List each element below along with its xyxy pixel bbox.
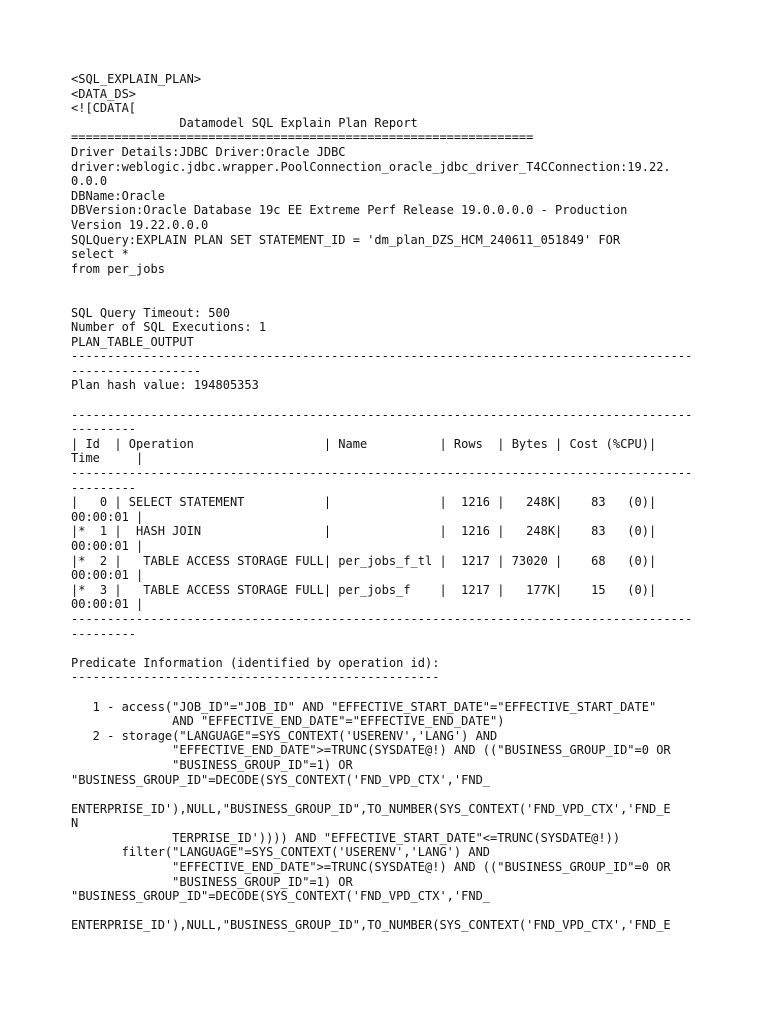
report-line (71, 904, 711, 919)
report-line: -------------------------------------------------------------------------------------- (71, 466, 693, 481)
report-line: Driver Details:JDBC Driver:Oracle JDBC (71, 144, 346, 159)
report-line (71, 787, 711, 802)
explain-plan-report (71, 72, 711, 933)
report-line (71, 685, 711, 700)
report-line: Number of SQL Executions: 1 (71, 320, 267, 335)
report-line: -------------------------------------------------------------------------------------- (71, 349, 693, 364)
report-line: 00:00:01 | (71, 597, 144, 612)
report-line: 1 - access("JOB_ID"="JOB_ID" AND "EFFECTIVE_START_DATE"="EFFECTIVE_START_DATE" (71, 699, 657, 714)
report-line: Datamodel SQL Explain Plan Report (71, 115, 418, 130)
report-line: ------------------ (71, 363, 202, 378)
report-line: "EFFECTIVE_END_DATE">=TRUNC(SYSDATE@!) AND (("BUSINESS_GROUP_ID"=0 OR (71, 743, 671, 758)
report-line (71, 393, 711, 408)
report-line: ENTERPRISE_ID'),NULL,"BUSINESS_GROUP_ID",TO_NUMBER(SYS_CONTEXT('FND_VPD_CTX','FND_E (71, 918, 671, 933)
report-line: |* 3 | TABLE ACCESS STORAGE FULL| per_jobs_f | 1217 | 177K| 15 (0)| (71, 582, 657, 597)
report-line: <SQL_EXPLAIN_PLAN> (71, 72, 202, 86)
report-line: 00:00:01 | (71, 539, 144, 553)
report-line: -------------------------------------------------------------------------------------- (71, 407, 693, 422)
report-line: 2 - storage("LANGUAGE"=SYS_CONTEXT('USERENV','LANG') AND (71, 728, 498, 743)
report-line: "BUSINESS_GROUP_ID"=DECODE(SYS_CONTEXT('FND_VPD_CTX','FND_ (71, 889, 491, 904)
report-line: SQLQuery:EXPLAIN PLAN SET STATEMENT_ID = 'dm_plan_DZS_HCM_240611_051849' FOR (71, 232, 621, 247)
report-line: Version 19.22.0.0.0 (71, 217, 209, 232)
report-line: Plan hash value: 194805353 (71, 378, 259, 393)
report-line: |* 2 | TABLE ACCESS STORAGE FULL| per_jobs_f_tl | 1217 | 73020 | 68 (0)| (71, 553, 657, 568)
report-line: from per_jobs (71, 261, 165, 276)
report-line: --------- (71, 626, 137, 641)
report-line: --------- (71, 480, 137, 495)
report-line: driver:weblogic.jdbc.wrapper.PoolConnection_oracle_jdbc_driver_T4CConnection:19.22. (71, 159, 671, 174)
report-line: |* 1 | HASH JOIN | | 1216 | 248K| 83 (0)| (71, 524, 657, 539)
report-line: Predicate Information (identified by operation id): (71, 655, 440, 670)
report-line: -------------------------------------------------------------------------------------- (71, 611, 693, 626)
report-line: "BUSINESS_GROUP_ID"=1) OR (71, 874, 353, 889)
report-line: --------- (71, 422, 137, 437)
report-line: TERPRISE_ID')))) AND "EFFECTIVE_START_DATE"<=TRUNC(SYSDATE@!)) (71, 830, 621, 845)
report-line: 0.0.0 (71, 174, 108, 189)
report-line: 00:00:01 | (71, 568, 144, 583)
report-line (71, 641, 711, 656)
report-line: <![CDATA[ (71, 101, 137, 116)
report-line: DBName:Oracle (71, 188, 165, 203)
report-line: select * (71, 247, 129, 262)
report-line (71, 276, 711, 291)
report-line: filter("LANGUAGE"=SYS_CONTEXT('USERENV','LANG') AND (71, 845, 491, 860)
report-line: --------------------------------------------------- (71, 670, 440, 685)
report-line (71, 291, 711, 306)
report-line: AND "EFFECTIVE_END_DATE"="EFFECTIVE_END_DATE") (71, 714, 505, 729)
report-line: DBVersion:Oracle Database 19c EE Extreme Perf Release 19.0.0.0.0 - Production (71, 203, 628, 218)
report-line: SQL Query Timeout: 500 (71, 305, 230, 320)
report-line: N (71, 816, 79, 831)
report-line: <DATA_DS> (71, 86, 137, 101)
report-line: 00:00:01 | (71, 509, 144, 524)
report-line: PLAN_TABLE_OUTPUT (71, 334, 194, 349)
report-line: ENTERPRISE_ID'),NULL,"BUSINESS_GROUP_ID",TO_NUMBER(SYS_CONTEXT('FND_VPD_CTX','FND_E (71, 801, 671, 816)
report-line: | Id | Operation | Name | Rows | Bytes | Cost (%CPU)| (71, 436, 657, 451)
report-line: ================================================================ (71, 130, 534, 145)
report-line: "BUSINESS_GROUP_ID"=DECODE(SYS_CONTEXT('FND_VPD_CTX','FND_ (71, 772, 491, 787)
report-line: "EFFECTIVE_END_DATE">=TRUNC(SYSDATE@!) AND (("BUSINESS_GROUP_ID"=0 OR (71, 860, 671, 875)
report-line: "BUSINESS_GROUP_ID"=1) OR (71, 757, 353, 772)
report-line: Time | (71, 451, 144, 466)
report-line: | 0 | SELECT STATEMENT | | 1216 | 248K| 83 (0)| (71, 495, 657, 510)
